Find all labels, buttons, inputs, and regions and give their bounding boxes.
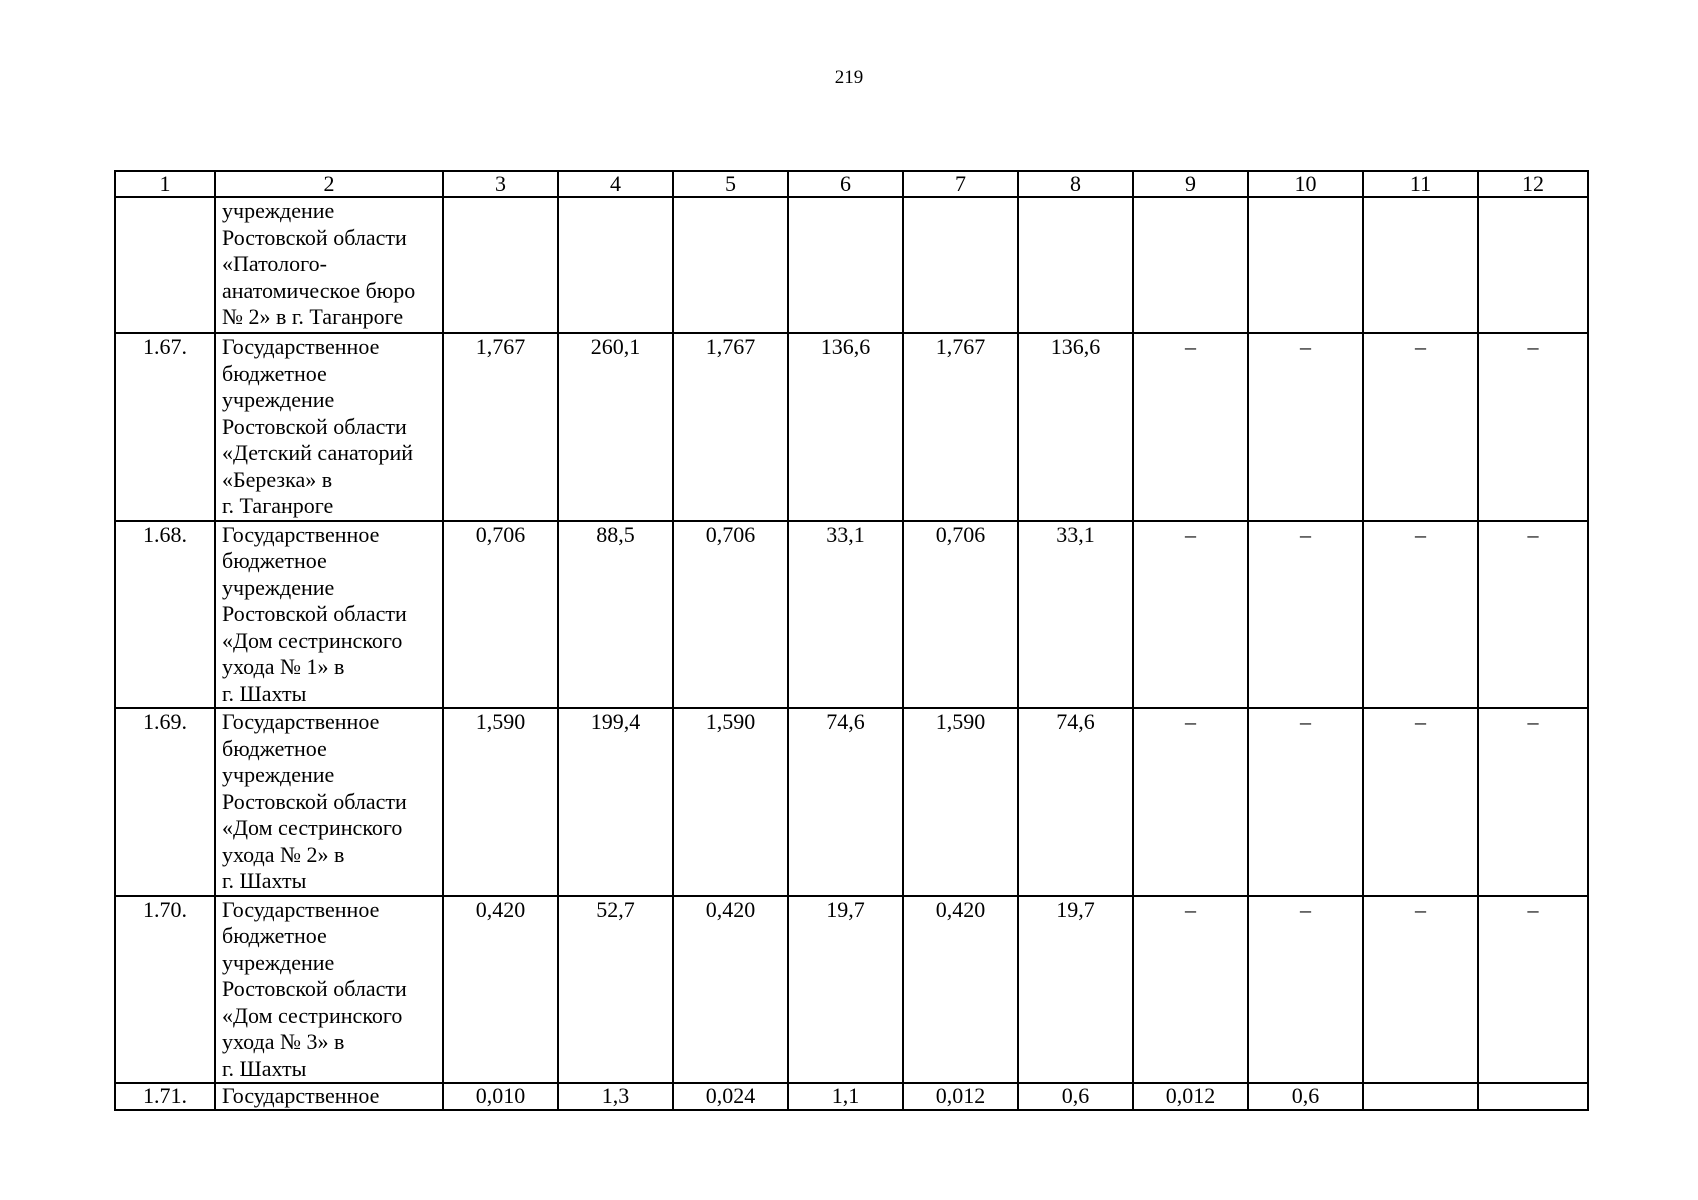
table-row xyxy=(115,521,1588,709)
row-number-cell: 1.69. xyxy=(115,708,215,896)
value-cell: – xyxy=(1248,708,1363,896)
table-row xyxy=(115,708,1588,896)
row-number-cell: 1.68. xyxy=(115,521,215,709)
column-header: 6 xyxy=(788,171,903,197)
value-cell xyxy=(1133,197,1248,333)
column-header: 8 xyxy=(1018,171,1133,197)
page-number: 219 xyxy=(834,67,864,88)
value-cell: 1,1 xyxy=(788,1083,903,1110)
value-cell: – xyxy=(1478,333,1588,521)
value-cell: 260,1 xyxy=(558,333,673,521)
value-cell: – xyxy=(1248,333,1363,521)
institution-name-cell: Государственное бюджетное учреждение Ростовской области «Детский санаторий «Березка» в г. Таганроге xyxy=(215,333,443,521)
value-cell: 19,7 xyxy=(788,896,903,1084)
data-table xyxy=(114,170,1589,1111)
value-cell: 0,420 xyxy=(443,896,558,1084)
value-cell: 136,6 xyxy=(788,333,903,521)
value-cell: – xyxy=(1363,521,1478,709)
column-header: 10 xyxy=(1248,171,1363,197)
institution-name-cell: Государственное бюджетное учреждение Ростовской области «Дом сестринского ухода № 1» в г. Шахты xyxy=(215,521,443,709)
value-cell xyxy=(788,197,903,333)
value-cell: – xyxy=(1478,708,1588,896)
value-cell: 1,590 xyxy=(673,708,788,896)
value-cell xyxy=(1363,1083,1478,1110)
column-header: 2 xyxy=(215,171,443,197)
value-cell: – xyxy=(1363,708,1478,896)
value-cell: 74,6 xyxy=(788,708,903,896)
value-cell xyxy=(673,197,788,333)
value-cell xyxy=(443,197,558,333)
table-row xyxy=(115,333,1588,521)
column-header: 4 xyxy=(558,171,673,197)
column-header-row xyxy=(115,171,1588,197)
institution-name-cell: учреждение Ростовской области «Патолого- анатомическое бюро № 2» в г. Таганроге xyxy=(215,197,443,333)
value-cell: – xyxy=(1363,333,1478,521)
value-cell xyxy=(1478,1083,1588,1110)
column-header: 9 xyxy=(1133,171,1248,197)
value-cell: – xyxy=(1248,521,1363,709)
value-cell: 136,6 xyxy=(1018,333,1133,521)
value-cell: 1,767 xyxy=(903,333,1018,521)
value-cell: 0,010 xyxy=(443,1083,558,1110)
value-cell: – xyxy=(1248,896,1363,1084)
value-cell: 0,706 xyxy=(903,521,1018,709)
institution-name-cell: Государственное бюджетное учреждение Ростовской области «Дом сестринского ухода № 3» в г. Шахты xyxy=(215,896,443,1084)
column-header: 1 xyxy=(115,171,215,197)
row-number-cell: 1.70. xyxy=(115,896,215,1084)
value-cell: 19,7 xyxy=(1018,896,1133,1084)
value-cell xyxy=(903,197,1018,333)
column-header: 5 xyxy=(673,171,788,197)
value-cell: 52,7 xyxy=(558,896,673,1084)
value-cell: 33,1 xyxy=(788,521,903,709)
value-cell: – xyxy=(1478,896,1588,1084)
value-cell xyxy=(558,197,673,333)
value-cell: 0,6 xyxy=(1018,1083,1133,1110)
value-cell: – xyxy=(1478,521,1588,709)
value-cell: – xyxy=(1133,896,1248,1084)
value-cell: 88,5 xyxy=(558,521,673,709)
value-cell: 0,420 xyxy=(903,896,1018,1084)
value-cell: 1,767 xyxy=(443,333,558,521)
value-cell: 33,1 xyxy=(1018,521,1133,709)
column-header: 7 xyxy=(903,171,1018,197)
value-cell xyxy=(1363,197,1478,333)
institution-name-cell: Государственное бюджетное учреждение Ростовской области «Дом сестринского ухода № 2» в г. Шахты xyxy=(215,708,443,896)
value-cell: 0,706 xyxy=(673,521,788,709)
value-cell xyxy=(1248,197,1363,333)
value-cell: 0,012 xyxy=(1133,1083,1248,1110)
row-number-cell: 1.71. xyxy=(115,1083,215,1110)
value-cell xyxy=(1018,197,1133,333)
institution-name-cell: Государственное xyxy=(215,1083,443,1110)
column-header: 11 xyxy=(1363,171,1478,197)
row-number-cell xyxy=(115,197,215,333)
column-header: 3 xyxy=(443,171,558,197)
value-cell: 0,012 xyxy=(903,1083,1018,1110)
value-cell: 0,6 xyxy=(1248,1083,1363,1110)
value-cell: – xyxy=(1133,521,1248,709)
value-cell: 1,767 xyxy=(673,333,788,521)
value-cell: 1,590 xyxy=(903,708,1018,896)
value-cell: 1,3 xyxy=(558,1083,673,1110)
value-cell: 199,4 xyxy=(558,708,673,896)
value-cell xyxy=(1478,197,1588,333)
value-cell: 74,6 xyxy=(1018,708,1133,896)
value-cell: 0,024 xyxy=(673,1083,788,1110)
table-row xyxy=(115,896,1588,1084)
value-cell: 0,420 xyxy=(673,896,788,1084)
value-cell: 0,706 xyxy=(443,521,558,709)
table-row xyxy=(115,197,1588,333)
row-number-cell: 1.67. xyxy=(115,333,215,521)
column-header: 12 xyxy=(1478,171,1588,197)
table-row xyxy=(115,1083,1588,1110)
value-cell: – xyxy=(1133,708,1248,896)
value-cell: 1,590 xyxy=(443,708,558,896)
value-cell: – xyxy=(1363,896,1478,1084)
value-cell: – xyxy=(1133,333,1248,521)
